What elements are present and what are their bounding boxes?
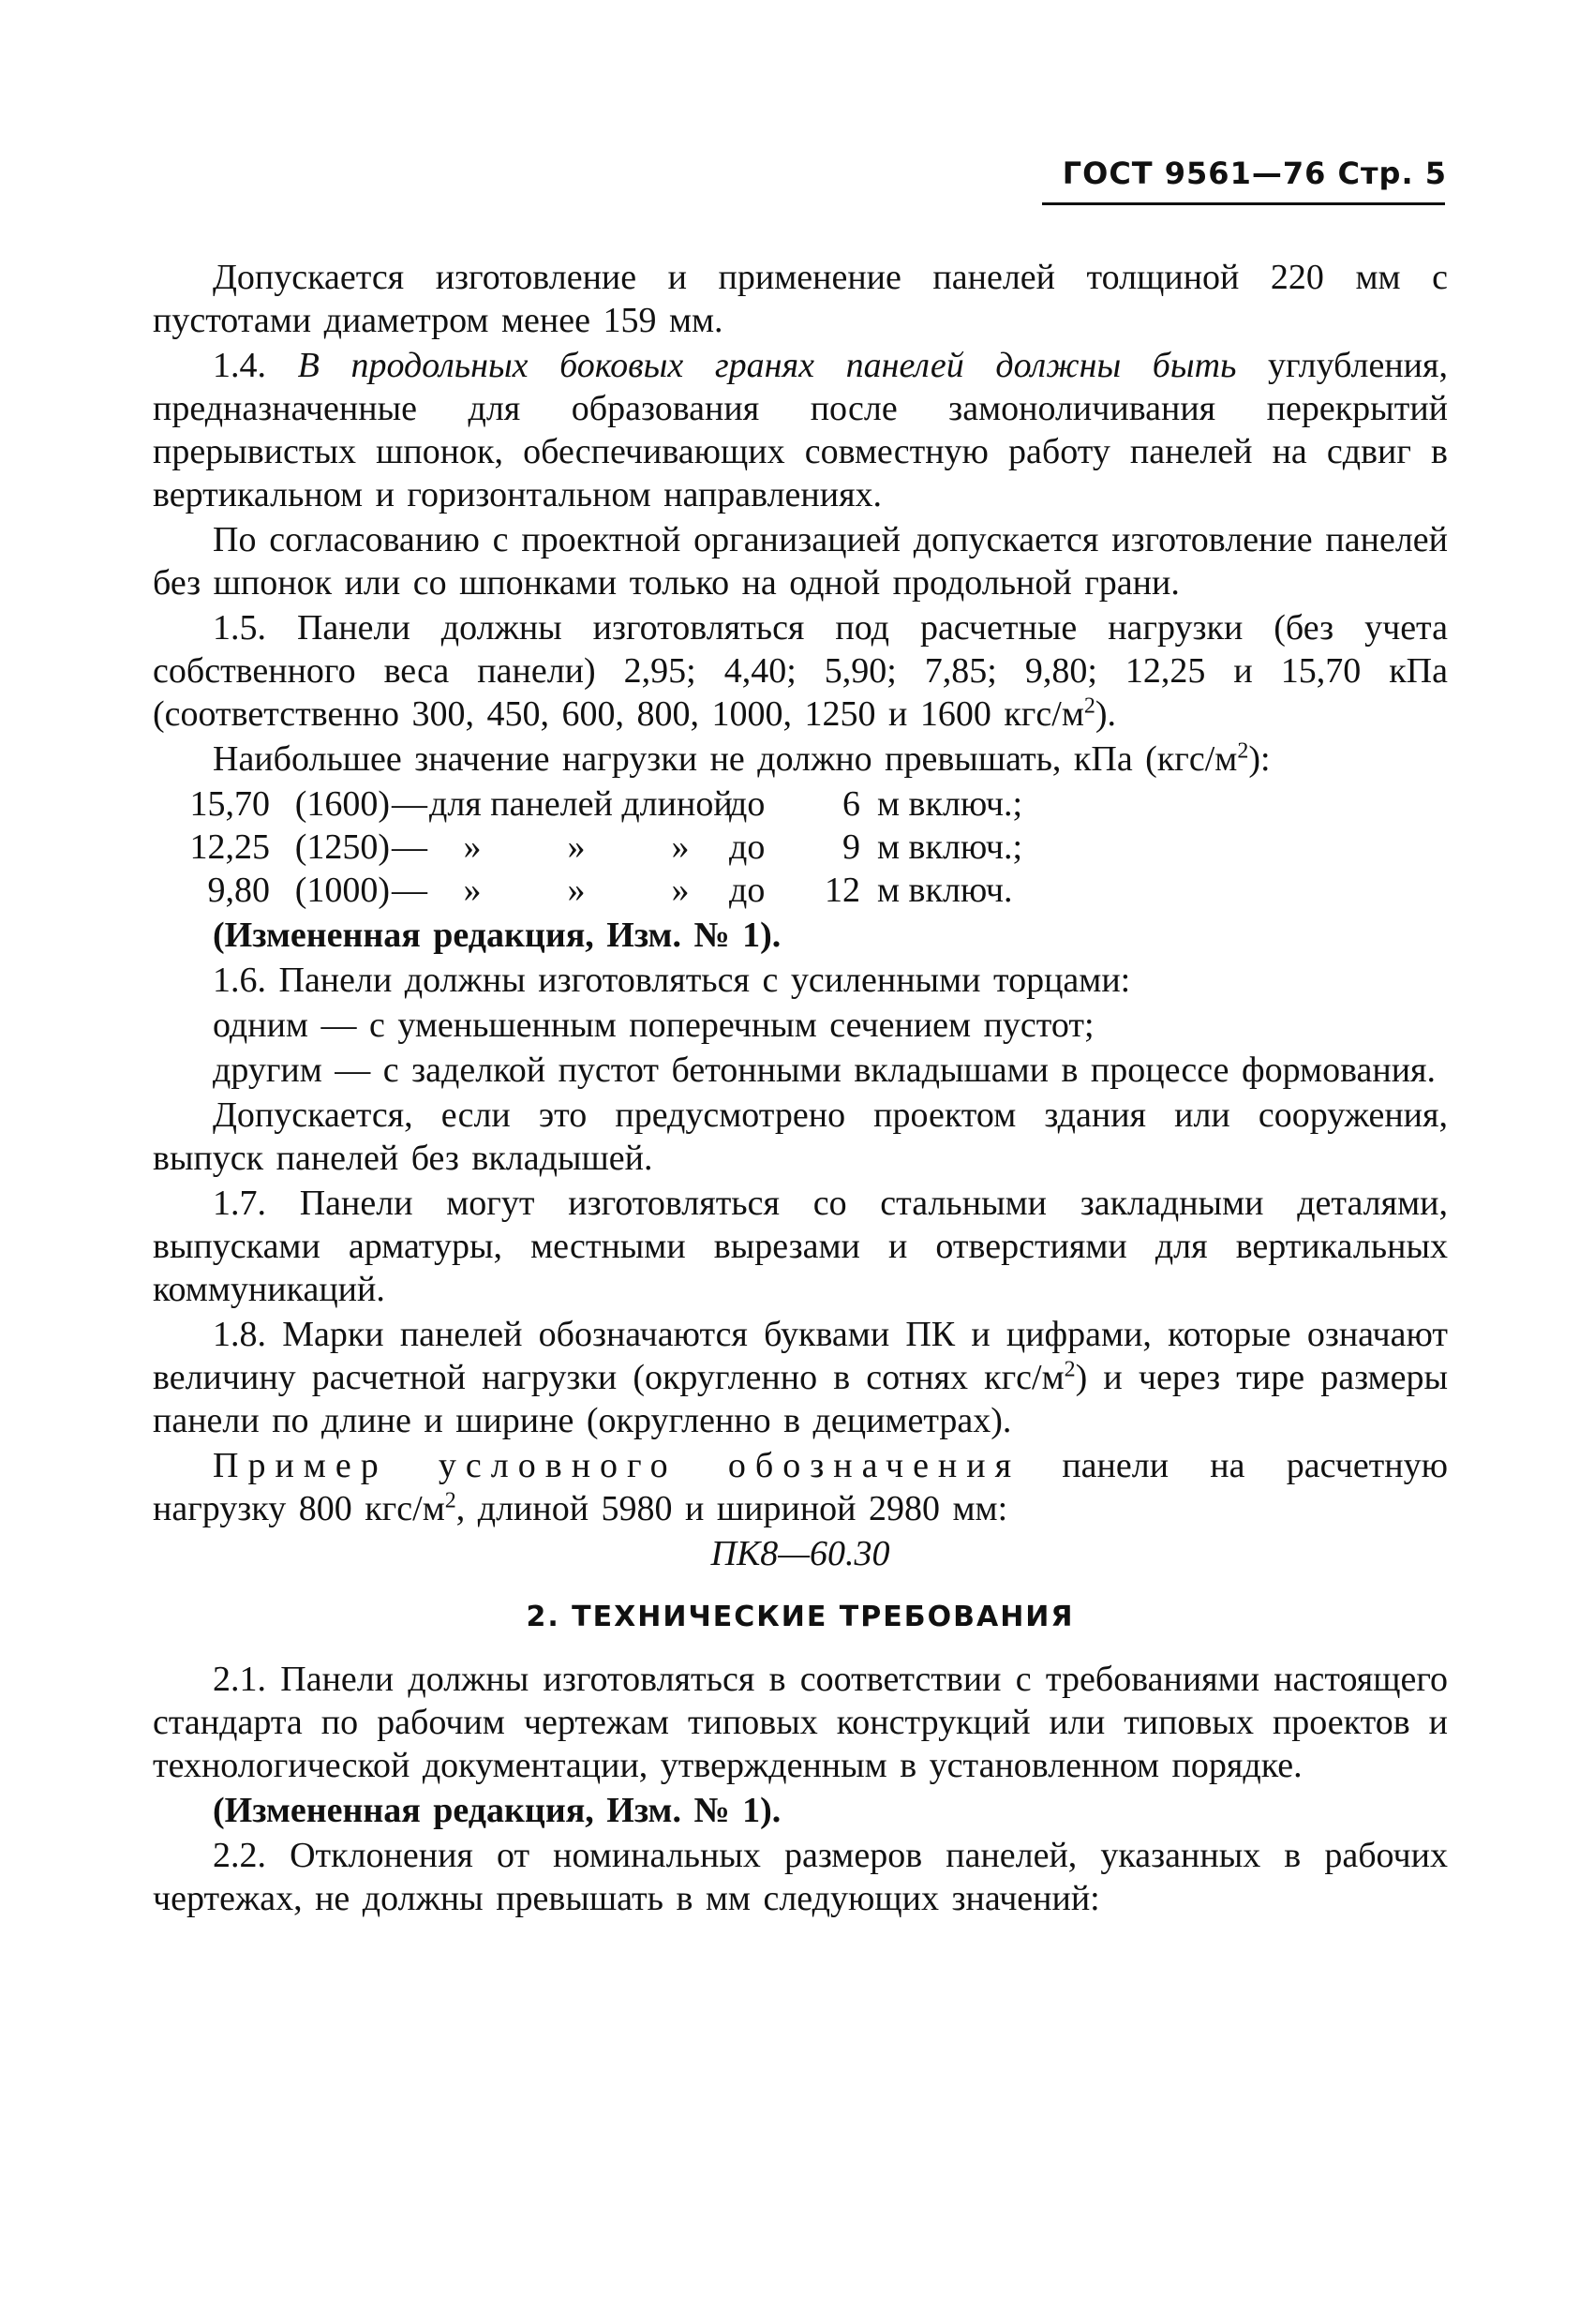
load-unit: м	[877, 827, 901, 867]
document-body	[153, 256, 1448, 1922]
load-length: 12	[825, 871, 860, 910]
load-row	[153, 826, 1448, 869]
paragraph-text-end: ):	[1248, 739, 1271, 779]
paragraph-1-5	[153, 606, 1448, 736]
paragraph-text: углубления, предназначенные для образования после замоноличивания перекрытий прерывистых шпонок, обеспечивающих совместную работу панелей на сдвиг в вертикальном и горизонтальном направлениях.	[153, 346, 1449, 514]
paragraph-text: Наибольшее значение нагрузки не должно превышать, кПа (кгс/м	[213, 739, 1238, 779]
paragraph-text: 1.5. Панели должны изготовляться под расчетные нагрузки (без учета собственного веса панели) 2,95; 4,40; 5,90; 7,85; 9,80; 12,25 и 15,70 кПа (соответственно 300, 450, 600, 800, 1000, 1250 и 1600 кгс/м	[153, 608, 1448, 734]
load-row	[153, 869, 1448, 912]
amendment-note: (Измененная редакция, Изм. № 1).	[213, 916, 782, 955]
load-dash: —	[392, 827, 427, 867]
paragraph-1-8	[153, 1313, 1448, 1442]
superscript: 2	[1064, 1357, 1076, 1382]
superscript: 2	[1237, 738, 1249, 764]
load-kgs: (1600)	[294, 784, 390, 824]
load-unit: м	[877, 784, 901, 824]
load-dash: —	[392, 784, 427, 824]
load-incl: включ.;	[908, 784, 1023, 824]
ditto-mark: »	[671, 827, 690, 867]
paragraph-2-1: 2.1. Панели должны изготовляться в соответствии с требованиями настоящего стандарта по рабочим чертежам типовых конструкций или типовых проектов и технологической документации, утвержденным в установленном порядке.	[153, 1660, 1448, 1785]
load-incl: включ.;	[908, 827, 1023, 867]
paragraph-text-end: ).	[1095, 694, 1117, 734]
superscript: 2	[444, 1488, 456, 1513]
paragraph-1-7: 1.7. Панели могут изготовляться со стальными закладными деталями, выпусками арматуры, местными вырезами и отверстиями для вертикальных коммуникаций.	[153, 1184, 1448, 1309]
ditto-mark: »	[567, 827, 586, 867]
load-kgs: (1250)	[294, 827, 390, 867]
load-unit: м	[877, 871, 901, 910]
load-kgs: (1000)	[294, 871, 390, 910]
load-row	[153, 782, 1448, 826]
load-table	[153, 782, 1448, 912]
paragraph-1-3-cont: Допускается изготовление и применение панелей толщиной 220 мм с пустотами диаметром менее 159 мм.	[153, 258, 1448, 340]
paragraph-1-6-c: Допускается, если это предусмотрено проектом здания или сооружения, выпуск панелей без вкладышей.	[153, 1095, 1448, 1178]
paragraph-1-8-example	[153, 1444, 1448, 1530]
load-length: 6	[842, 784, 860, 824]
load-upto: до	[729, 827, 766, 867]
section-title: 2. ТЕХНИЧЕСКИЕ ТРЕБОВАНИЯ	[526, 1601, 1075, 1633]
superscript: 2	[1083, 693, 1095, 719]
paragraph-text: панели на расчетную нагрузку 800 кгс/м	[153, 1446, 1449, 1528]
load-kpa: 9,80	[207, 871, 270, 910]
paragraph-1-6-b: другим — с заделкой пустот бетонными вкладышами в процессе формования.	[213, 1050, 1437, 1090]
load-kpa: 12,25	[189, 827, 270, 867]
paragraph-1-5-b	[153, 737, 1448, 781]
header-rule	[1042, 202, 1445, 205]
amendment-note: (Измененная редакция, Изм. № 1).	[213, 1791, 782, 1830]
paragraph-text: 1.8. Марки панелей обозначаются буквами ПК и цифрами, которые означают величину расчетной нагрузки (округленно в сотнях кгс/м	[153, 1315, 1448, 1397]
designation-example: ПК8—60.30	[710, 1534, 890, 1573]
paragraph-text-end: ) и через тире размеры панели по длине и ширине (округленно в дециметрах).	[153, 1358, 1449, 1440]
paragraph-2-2: 2.2. Отклонения от номинальных размеров панелей, указанных в рабочих чертежах, не должны превышать в мм следующих значений:	[153, 1836, 1448, 1918]
load-incl: включ.	[908, 871, 1013, 910]
ditto-mark: »	[463, 871, 482, 910]
clause-number: 1.4.	[213, 346, 266, 385]
load-upto: до	[729, 784, 766, 824]
ditto-mark: »	[567, 871, 586, 910]
paragraph-1-6: 1.6. Панели должны изготовляться с усиленными торцами:	[213, 961, 1131, 1000]
paragraph-text-end: , длиной 5980 и шириной 2980 мм:	[455, 1489, 1008, 1528]
load-upto: до	[729, 871, 766, 910]
load-kpa: 15,70	[189, 784, 270, 824]
paragraph-1-6-a: одним — с уменьшенным поперечным сечением пустот;	[213, 1006, 1095, 1045]
load-dash: —	[392, 871, 427, 910]
ditto-mark: »	[463, 827, 482, 867]
paragraph-1-4	[153, 344, 1448, 516]
italic-text: В продольных боковых гранях панелей должны быть	[297, 346, 1237, 385]
paragraph-1-4-b: По согласованию с проектной организацией допускается изготовление панелей без шпонок или со шпонками только на одной продольной грани.	[153, 520, 1448, 603]
ditto-mark: »	[671, 871, 690, 910]
page-header: ГОСТ 9561—76 Стр. 5	[1062, 156, 1447, 191]
spaced-text: Пример условного обозначения	[213, 1446, 1021, 1485]
load-length: 9	[842, 827, 860, 867]
load-description: для панелей длиной	[429, 784, 733, 824]
